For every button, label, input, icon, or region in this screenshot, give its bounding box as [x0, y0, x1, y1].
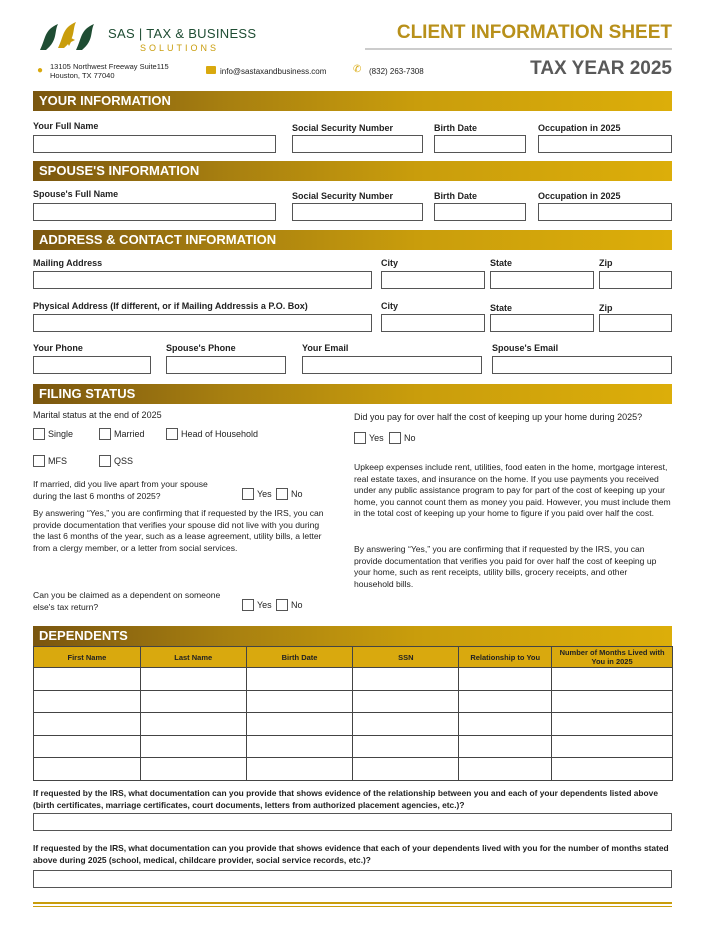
spouse-email-input[interactable]: [492, 356, 672, 374]
label-physical-city: City: [381, 301, 399, 311]
option-single[interactable]: Single: [33, 428, 73, 440]
brand-tagline: SOLUTIONS: [140, 43, 220, 53]
relationship-doc-input[interactable]: [33, 813, 672, 831]
label-mailing: Mailing Address: [33, 258, 103, 268]
home-no[interactable]: No: [389, 432, 416, 444]
table-row: [34, 668, 673, 691]
checkbox[interactable]: [242, 599, 254, 611]
address-text: 13105 Northwest Freeway Suite115 Houston, TX 77040: [50, 62, 169, 80]
checkbox[interactable]: [33, 428, 45, 440]
mailing-address-input[interactable]: [33, 271, 372, 289]
email-icon: [206, 66, 216, 74]
dependent-question: Can you be claimed as a dependent on someone else's tax return?: [33, 590, 221, 612]
label-physical-zip: Zip: [599, 303, 613, 313]
label-state: State: [490, 258, 513, 268]
label-physical: Physical Address (If different, or if Mailing Addressis a P.O. Box): [33, 301, 308, 311]
section-your-information: YOUR INFORMATION: [33, 91, 672, 111]
phone-input[interactable]: [33, 356, 151, 374]
label-phone: Your Phone: [33, 343, 83, 353]
col-first-name: First Name: [34, 647, 141, 668]
label-spouse-birth: Birth Date: [434, 191, 478, 201]
occupation-input[interactable]: [538, 135, 672, 153]
mailing-zip-input[interactable]: [599, 271, 672, 289]
table-header: [34, 647, 673, 668]
label-physical-state: State: [490, 303, 513, 313]
option-married[interactable]: Married: [99, 428, 145, 440]
logo-mark-icon: [36, 18, 104, 54]
col-relationship: Relationship to You: [459, 647, 552, 668]
dependent-no[interactable]: No: [276, 599, 303, 611]
apart-no[interactable]: No: [276, 488, 303, 500]
table-row: [34, 713, 673, 736]
label-spouse-ssn: Social Security Number: [292, 191, 394, 201]
label-email: Your Email: [302, 343, 349, 353]
label-city: City: [381, 258, 399, 268]
spouse-ssn-input[interactable]: [292, 203, 423, 221]
spouse-name-input[interactable]: [33, 203, 276, 221]
section-filing-status: FILING STATUS: [33, 384, 672, 404]
col-months: Number of Months Lived with You in 2025: [552, 647, 673, 668]
dependents-table: [33, 646, 673, 781]
label-zip: Zip: [599, 258, 613, 268]
checkbox[interactable]: [354, 432, 366, 444]
physical-address-input[interactable]: [33, 314, 372, 332]
mailing-state-input[interactable]: [490, 271, 594, 289]
checkbox[interactable]: [276, 599, 288, 611]
dependent-yes[interactable]: Yes: [242, 599, 272, 611]
tax-year: TAX YEAR 2025: [530, 58, 672, 79]
spouse-occ-input[interactable]: [538, 203, 672, 221]
upkeep-note: Upkeep expenses include rent, utilities, food eaten in the home, mortgage interest, real estate taxes, and insurance on the home. If you use payments you received under any public assistance program to pay for part of the cost of keeping up your home, you cannot count them as money you paid. However, you must include them in the total cost of keeping up your home to figure if you paid over half the cost.: [354, 462, 671, 518]
table-row: [34, 758, 673, 781]
birth-date-input[interactable]: [434, 135, 526, 153]
apart-note: By answering “Yes,” you are confirming that if requested by the IRS, you can provide documentation that verifies your spouse did not live with you during the last 6 months of the year, such as a lease agreement, utility bills, a letter from a clergy member, or a letter from social services.: [33, 508, 324, 553]
col-birth-date: Birth Date: [246, 647, 353, 668]
option-head-of-household[interactable]: Head of Household: [166, 428, 258, 440]
checkbox[interactable]: [33, 455, 45, 467]
residency-doc-question: If requested by the IRS, what documentation can you provide that shows evidence that each of your dependents lived with you for the number of months stated above during 2025 (school, medical, childcare provider, social service records, etc.)?: [33, 843, 669, 865]
email-link[interactable]: info@sastaxandbusiness.com: [220, 67, 327, 76]
mailing-city-input[interactable]: [381, 271, 485, 289]
full-name-input[interactable]: [33, 135, 276, 153]
marital-label: Marital status at the end of 2025: [33, 410, 162, 420]
checkbox[interactable]: [99, 455, 111, 467]
section-spouse-information: SPOUSE'S INFORMATION: [33, 161, 672, 181]
label-full-name: Your Full Name: [33, 121, 99, 131]
option-mfs[interactable]: MFS: [33, 455, 67, 467]
label-spouse-name: Spouse's Full Name: [33, 189, 119, 199]
residency-doc-input[interactable]: [33, 870, 672, 888]
label-occupation: Occupation in 2025: [538, 123, 621, 133]
table-row: [34, 690, 673, 713]
physical-zip-input[interactable]: [599, 314, 672, 332]
brand-name: SAS | TAX & BUSINESS: [108, 26, 257, 41]
spouse-phone-input[interactable]: [166, 356, 286, 374]
col-last-name: Last Name: [140, 647, 246, 668]
home-question: Did you pay for over half the cost of keeping up your home during 2025?: [354, 412, 643, 422]
footer-divider-thin: [33, 906, 672, 907]
physical-state-input[interactable]: [490, 314, 594, 332]
checkbox[interactable]: [276, 488, 288, 500]
email-input[interactable]: [302, 356, 482, 374]
footer-divider: [33, 902, 672, 904]
location-pin-icon: ●: [37, 65, 44, 76]
relationship-doc-question: If requested by the IRS, what documentation can you provide that shows evidence of the relationship between you and each of your dependents listed above (birth certificates, marriage certificates, court documents, letters from authorized placement agencies, etc.)?: [33, 788, 658, 810]
phone-number: (832) 263-7308: [369, 67, 424, 76]
apart-yes[interactable]: Yes: [242, 488, 272, 500]
section-dependents: DEPENDENTS: [33, 626, 672, 646]
label-birth-date: Birth Date: [434, 123, 478, 133]
spouse-birth-input[interactable]: [434, 203, 526, 221]
label-ssn: Social Security Number: [292, 123, 394, 133]
checkbox[interactable]: [99, 428, 111, 440]
ssn-input[interactable]: [292, 135, 423, 153]
phone-icon: ✆: [353, 64, 362, 75]
label-spouse-email: Spouse's Email: [492, 343, 559, 353]
checkbox[interactable]: [389, 432, 401, 444]
home-yes[interactable]: Yes: [354, 432, 384, 444]
page-title: CLIENT INFORMATION SHEET: [396, 22, 672, 43]
option-qss[interactable]: QSS: [99, 455, 133, 467]
checkbox[interactable]: [166, 428, 178, 440]
col-ssn: SSN: [353, 647, 459, 668]
table-row: [34, 735, 673, 758]
section-address-contact: ADDRESS & CONTACT INFORMATION: [33, 230, 672, 250]
label-spouse-phone: Spouse's Phone: [166, 343, 236, 353]
home-note: By answering “Yes,” you are confirming that if requested by the IRS, you can provide documentation that verifies you paid for over half the cost of keeping up your home, such as rent receipts, utility bills, grocery receipts, and other household bills.: [354, 544, 657, 589]
checkbox[interactable]: [242, 488, 254, 500]
physical-city-input[interactable]: [381, 314, 485, 332]
title-divider: [365, 48, 672, 50]
label-spouse-occ: Occupation in 2025: [538, 191, 621, 201]
apart-question: If married, did you live apart from your spouse during the last 6 months of 2025?: [33, 479, 208, 501]
